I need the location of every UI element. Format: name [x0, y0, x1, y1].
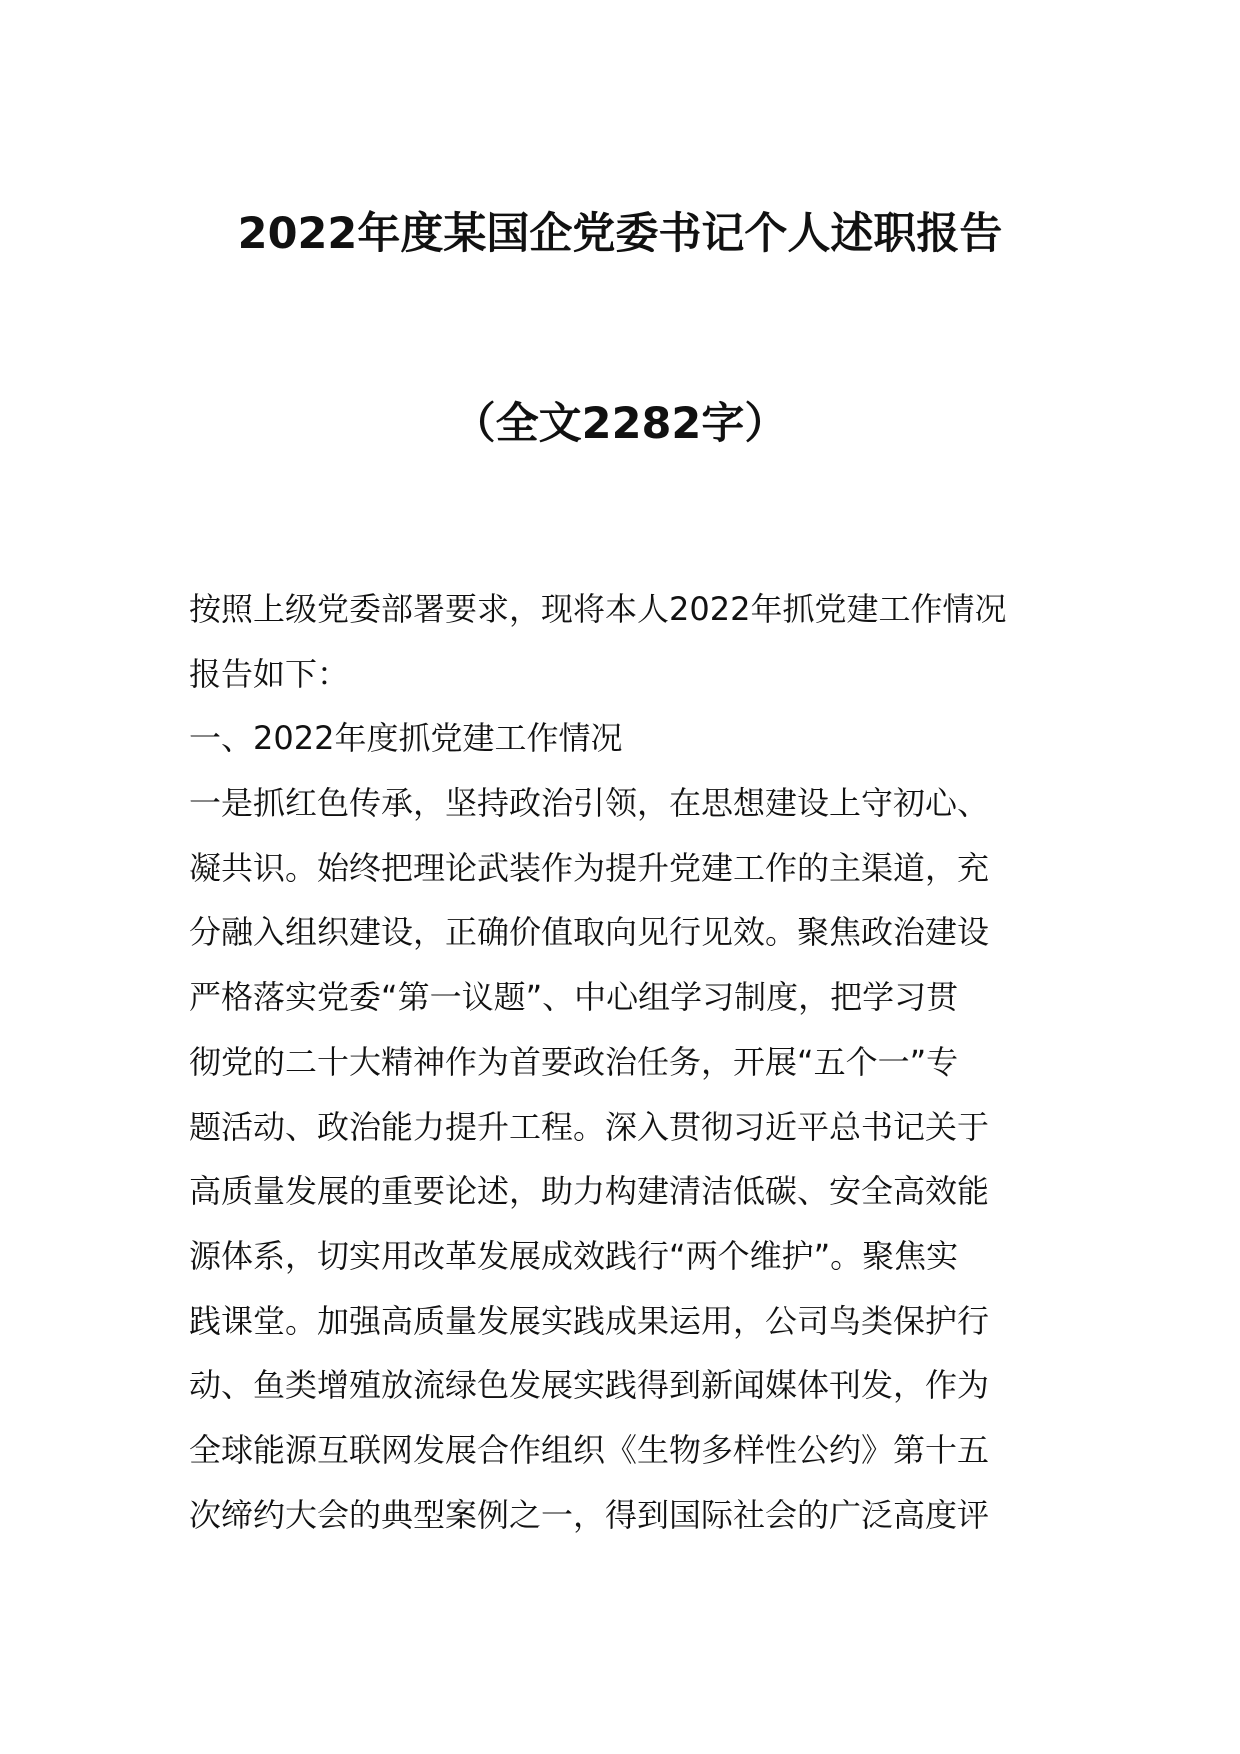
text-line: 高质量发展的重要论述，助力构建清洁低碳、安全高效能	[189, 1172, 990, 1211]
text-line: 全球能源互联网发展合作组织《生物多样性公约》第十五	[189, 1430, 990, 1469]
text-line: 题活动、政治能力提升工程。深入贯彻习近平总书记关于	[189, 1107, 990, 1146]
document-subtitle: （全文2282字）	[452, 399, 788, 449]
text-line: 分融入组织建设，正确价值取向见行见效。聚焦政治建设	[189, 913, 990, 952]
text-line: 按照上级党委部署要求，现将本人2022年抓党建工作情况	[189, 590, 1007, 628]
text-line: 彻党的二十大精神作为首要政治任务，开展“五个一”专	[189, 1042, 959, 1081]
text-line: 源体系，切实用改革发展成效践行“两个维护”。聚焦实	[189, 1236, 959, 1275]
section-heading: 一、2022年度抓党建工作情况	[189, 719, 623, 758]
body-text	[189, 577, 1059, 1547]
text-line: 报告如下：	[189, 654, 350, 693]
text-line: 一是抓红色传承，坚持政治引领，在思想建设上守初心、	[189, 784, 990, 823]
text-line: 动、鱼类增殖放流绿色发展实践得到新闻媒体刊发，作为	[189, 1366, 990, 1405]
text-line: 践课堂。加强高质量发展实践成果运用，公司鸟类保护行	[189, 1301, 990, 1340]
text-line: 严格落实党委“第一议题”、中心组学习制度，把学习贯	[189, 978, 959, 1017]
text-line: 凝共识。始终把理论武装作为提升党建工作的主渠道，充	[189, 848, 990, 887]
document-title: 2022年度某国企党委书记个人述职报告	[237, 209, 1003, 259]
text-line: 次缔约大会的典型案例之一，得到国际社会的广泛高度评	[189, 1495, 990, 1534]
